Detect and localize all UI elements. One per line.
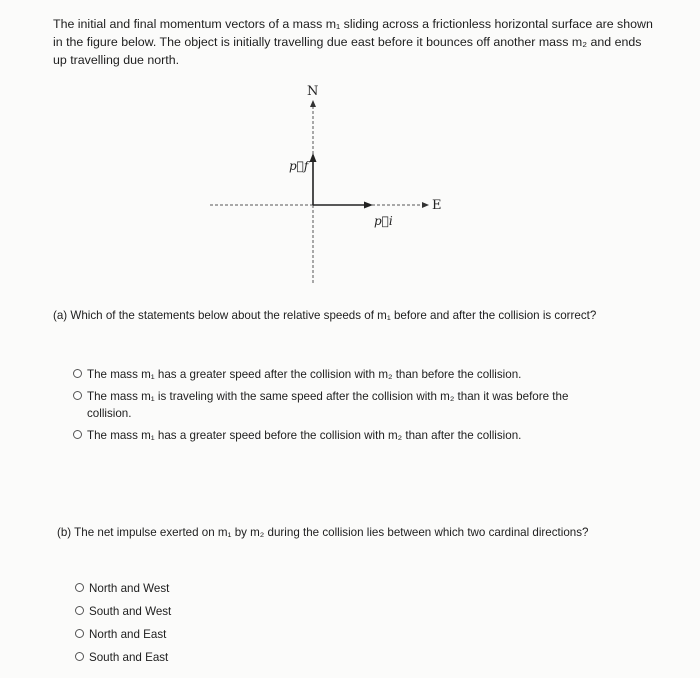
part-a-options [73, 366, 593, 449]
part-b-option-south-east[interactable] [75, 649, 275, 666]
option-label: The mass m₁ has a greater speed after the collision with m₂ than before the collision. [87, 368, 522, 381]
radio-button[interactable] [75, 629, 84, 638]
part-a-option-2[interactable] [73, 388, 593, 422]
part-b-question: (b) The net impulse exerted on m₁ by m₂ during the collision lies between which two cardinal directions? [57, 526, 589, 539]
pi-arrowhead [364, 202, 373, 209]
problem-statement: The initial and final momentum vectors of a mass m₁ sliding across a frictionless horizontal surface are shown in the figure below. The object is initially travelling due east before it bounces off another mass m₂ and ends up travelling due north. [53, 17, 653, 67]
radio-button[interactable] [75, 606, 84, 615]
part-a-option-1[interactable] [73, 366, 593, 383]
part-a-option-3[interactable] [73, 427, 593, 444]
option-label: South and West [89, 605, 172, 618]
east-arrowhead [422, 202, 429, 208]
momentum-diagram [200, 78, 460, 288]
radio-button[interactable] [73, 430, 82, 439]
part-b-option-north-west[interactable] [75, 580, 275, 597]
radio-button[interactable] [73, 369, 82, 378]
radio-button[interactable] [75, 583, 84, 592]
option-label: South and East [89, 651, 169, 664]
radio-button[interactable] [75, 652, 84, 661]
radio-button[interactable] [73, 391, 82, 400]
option-label: North and West [89, 582, 170, 595]
pi-label: p⃗i [374, 214, 393, 228]
pf-label: p⃗f [289, 159, 309, 173]
part-b-option-south-west[interactable] [75, 603, 275, 620]
north-label: N [307, 84, 319, 99]
momentum-diagram-svg [200, 78, 460, 288]
option-label: North and East [89, 628, 167, 641]
part-b-option-north-east[interactable] [75, 626, 275, 643]
pf-arrowhead [310, 153, 317, 162]
option-label: The mass m₁ has a greater speed before the collision with m₂ than after the collision. [87, 429, 522, 442]
part-b-options [75, 580, 275, 672]
part-a-question: (a) Which of the statements below about the relative speeds of m₁ before and after the collision is correct? [53, 309, 597, 322]
north-arrowhead [310, 100, 316, 107]
east-label: E [432, 198, 442, 213]
option-label: The mass m₁ is traveling with the same speed after the collision with m₂ than it was before the collision. [87, 390, 569, 420]
